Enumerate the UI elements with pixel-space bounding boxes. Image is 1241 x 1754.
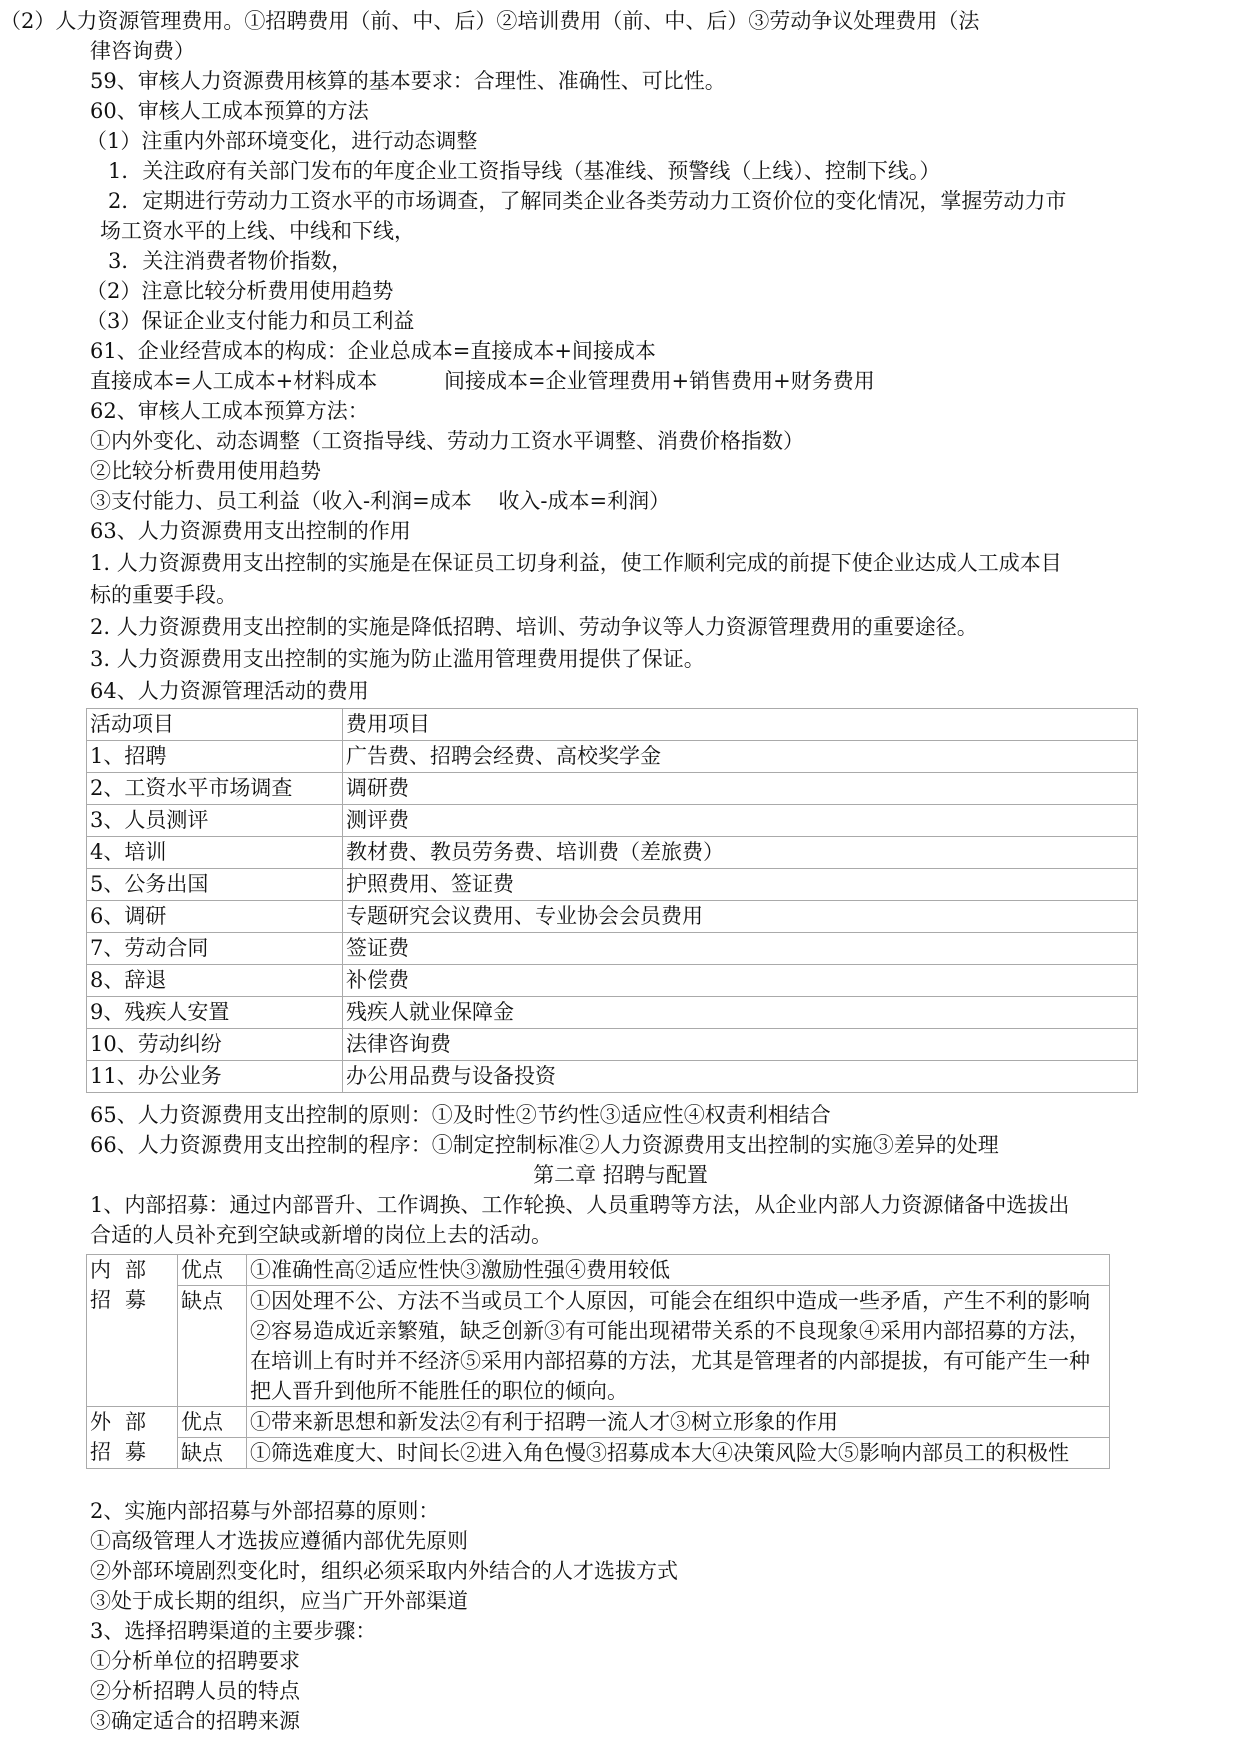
table-cell: 广告费、招聘会经费、高校奖学金 — [343, 741, 1138, 773]
table-row — [87, 1029, 1138, 1061]
external-cons: ①筛选难度大、时间长②进入角色慢③招募成本大④决策风险大⑤影响内部员工的积极性 — [247, 1438, 1110, 1469]
text-line: ①高级管理人才选拔应遵循内部优先原则 — [90, 1529, 468, 1553]
cons-label: 缺点 — [178, 1438, 247, 1469]
text-line: ②分析招聘人员的特点 — [90, 1679, 300, 1703]
fee-table — [86, 708, 1138, 1093]
table-header-cell: 活动项目 — [87, 709, 343, 741]
table-row — [87, 901, 1138, 933]
text-line: 合适的人员补充到空缺或新增的岗位上去的活动。 — [90, 1223, 552, 1247]
text-line: 1、内部招募：通过内部晋升、工作调换、工作轮换、人员重聘等方法，从企业内部人力资源储备中选拔出 — [90, 1193, 1070, 1217]
text-line: ③支付能力、员工利益（收入-利润=成本 收入-成本=利润） — [90, 489, 671, 513]
table-row — [87, 805, 1138, 837]
text-line: （2）注意比较分析费用使用趋势 — [86, 279, 394, 303]
text-line: 3. 人力资源费用支出控制的实施为防止滥用管理费用提供了保证。 — [90, 647, 705, 671]
text-line: ②比较分析费用使用趋势 — [90, 459, 321, 483]
external-pros: ①带来新思想和新发法②有利于招聘一流人才③树立形象的作用 — [247, 1407, 1110, 1438]
table-header-cell: 费用项目 — [343, 709, 1138, 741]
heading-63: 63、人力资源费用支出控制的作用 — [90, 519, 411, 543]
table-cell: 护照费用、签证费 — [343, 869, 1138, 901]
table-cell: 专题研究会议费用、专业协会会员费用 — [343, 901, 1138, 933]
table-cell: 8、辞退 — [87, 965, 343, 997]
recruitment-table — [86, 1254, 1110, 1469]
table-cell: 教材费、教员劳务费、培训费（差旅费） — [343, 837, 1138, 869]
table-row — [87, 1407, 1110, 1438]
table-header-row — [87, 709, 1138, 741]
text-line: 律咨询费） — [90, 39, 195, 63]
table-cell: 10、劳动纠纷 — [87, 1029, 343, 1061]
table-row — [87, 997, 1138, 1029]
table-row — [87, 741, 1138, 773]
table-cell: 法律咨询费 — [343, 1029, 1138, 1061]
table-row — [87, 773, 1138, 805]
text-line: ②外部环境剧烈变化时，组织必须采取内外结合的人才选拔方式 — [90, 1559, 678, 1583]
table-row — [87, 1255, 1110, 1286]
table-cell: 办公用品费与设备投资 — [343, 1061, 1138, 1093]
text-line: （2）人力资源管理费用。①招聘费用（前、中、后）②培训费用（前、中、后）③劳动争议处理费用（法 — [0, 9, 980, 33]
text-line: ①分析单位的招聘要求 — [90, 1649, 300, 1673]
table-row — [87, 869, 1138, 901]
table-cell: 残疾人就业保障金 — [343, 997, 1138, 1029]
table-cell: 6、调研 — [87, 901, 343, 933]
external-recruit-label: 外部招募 — [87, 1407, 178, 1469]
text-line: ①内外变化、动态调整（工资指导线、劳动力工资水平调整、消费价格指数） — [90, 429, 804, 453]
text-line: 2. 人力资源费用支出控制的实施是降低招聘、培训、劳动争议等人力资源管理费用的重要途径。 — [90, 615, 978, 639]
heading-3: 3、选择招聘渠道的主要步骤： — [90, 1619, 377, 1643]
pros-label: 优点 — [178, 1407, 247, 1438]
chapter-title: 第二章 招聘与配置 — [533, 1163, 708, 1187]
table-cell: 补偿费 — [343, 965, 1138, 997]
internal-cons: ①因处理不公、方法不当或员工个人原因，可能会在组织中造成一些矛盾，产生不利的影响②容易造成近亲繁殖，缺乏创新③有可能出现裙带关系的不良现象④采用内部招募的方法，在培训上有时并不经济⑤采用内部招募的方法，尤其是管理者的内部提拔，有可能产生一种把人晋升到他所不能胜任的职位的倾向。 — [247, 1286, 1110, 1407]
table-cell: 3、人员测评 — [87, 805, 343, 837]
table-cell: 测评费 — [343, 805, 1138, 837]
text-line: 1．关注政府有关部门发布的年度企业工资指导线（基准线、预警线（上线）、控制下线。） — [108, 159, 941, 183]
table-row — [87, 1438, 1110, 1469]
heading-61: 61、企业经营成本的构成：企业总成本=直接成本+间接成本 — [90, 339, 656, 363]
heading-62: 62、审核人工成本预算方法： — [90, 399, 369, 423]
text-line: 59、审核人力资源费用核算的基本要求：合理性、准确性、可比性。 — [90, 69, 726, 93]
internal-recruit-label: 内部招募 — [87, 1255, 178, 1407]
table-row — [87, 933, 1138, 965]
text-line: 场工资水平的上线、中线和下线， — [100, 219, 415, 243]
cons-label: 缺点 — [178, 1286, 247, 1407]
table-row — [87, 1061, 1138, 1093]
table-cell: 7、劳动合同 — [87, 933, 343, 965]
heading-66: 66、人力资源费用支出控制的程序：①制定控制标准②人力资源费用支出控制的实施③差异的处理 — [90, 1133, 999, 1157]
pros-label: 优点 — [178, 1255, 247, 1286]
text-line: 2．定期进行劳动力工资水平的市场调查，了解同类企业各类劳动力工资价位的变化情况，掌握劳动力市 — [108, 189, 1067, 213]
heading-64: 64、人力资源管理活动的费用 — [90, 679, 369, 703]
table-cell: 5、公务出国 — [87, 869, 343, 901]
table-cell: 调研费 — [343, 773, 1138, 805]
heading-60: 60、审核人工成本预算的方法 — [90, 99, 369, 123]
text-line: ③处于成长期的组织，应当广开外部渠道 — [90, 1589, 468, 1613]
table-row — [87, 1286, 1110, 1407]
table-cell: 9、残疾人安置 — [87, 997, 343, 1029]
text-line: 3．关注消费者物价指数， — [108, 249, 353, 273]
table-cell: 签证费 — [343, 933, 1138, 965]
table-cell: 11、办公业务 — [87, 1061, 343, 1093]
table-row — [87, 837, 1138, 869]
text-line: 1. 人力资源费用支出控制的实施是在保证员工切身利益，使工作顺利完成的前提下使企业达成人工成本目 — [90, 551, 1062, 575]
text-line: 标的重要手段。 — [90, 583, 237, 607]
heading-65: 65、人力资源费用支出控制的原则：①及时性②节约性③适应性④权责利相结合 — [90, 1103, 831, 1127]
text-line: ③确定适合的招聘来源 — [90, 1709, 300, 1733]
table-cell: 1、招聘 — [87, 741, 343, 773]
table-cell: 2、工资水平市场调查 — [87, 773, 343, 805]
table-cell: 4、培训 — [87, 837, 343, 869]
internal-pros: ①准确性高②适应性快③激励性强④费用较低 — [247, 1255, 1110, 1286]
text-line: （3）保证企业支付能力和员工利益 — [86, 309, 415, 333]
heading-2: 2、实施内部招募与外部招募的原则： — [90, 1499, 440, 1523]
table-row — [87, 965, 1138, 997]
text-line: 直接成本=人工成本+材料成本 间接成本=企业管理费用+销售费用+财务费用 — [90, 369, 875, 393]
text-line: （1）注重内外部环境变化，进行动态调整 — [86, 129, 478, 153]
